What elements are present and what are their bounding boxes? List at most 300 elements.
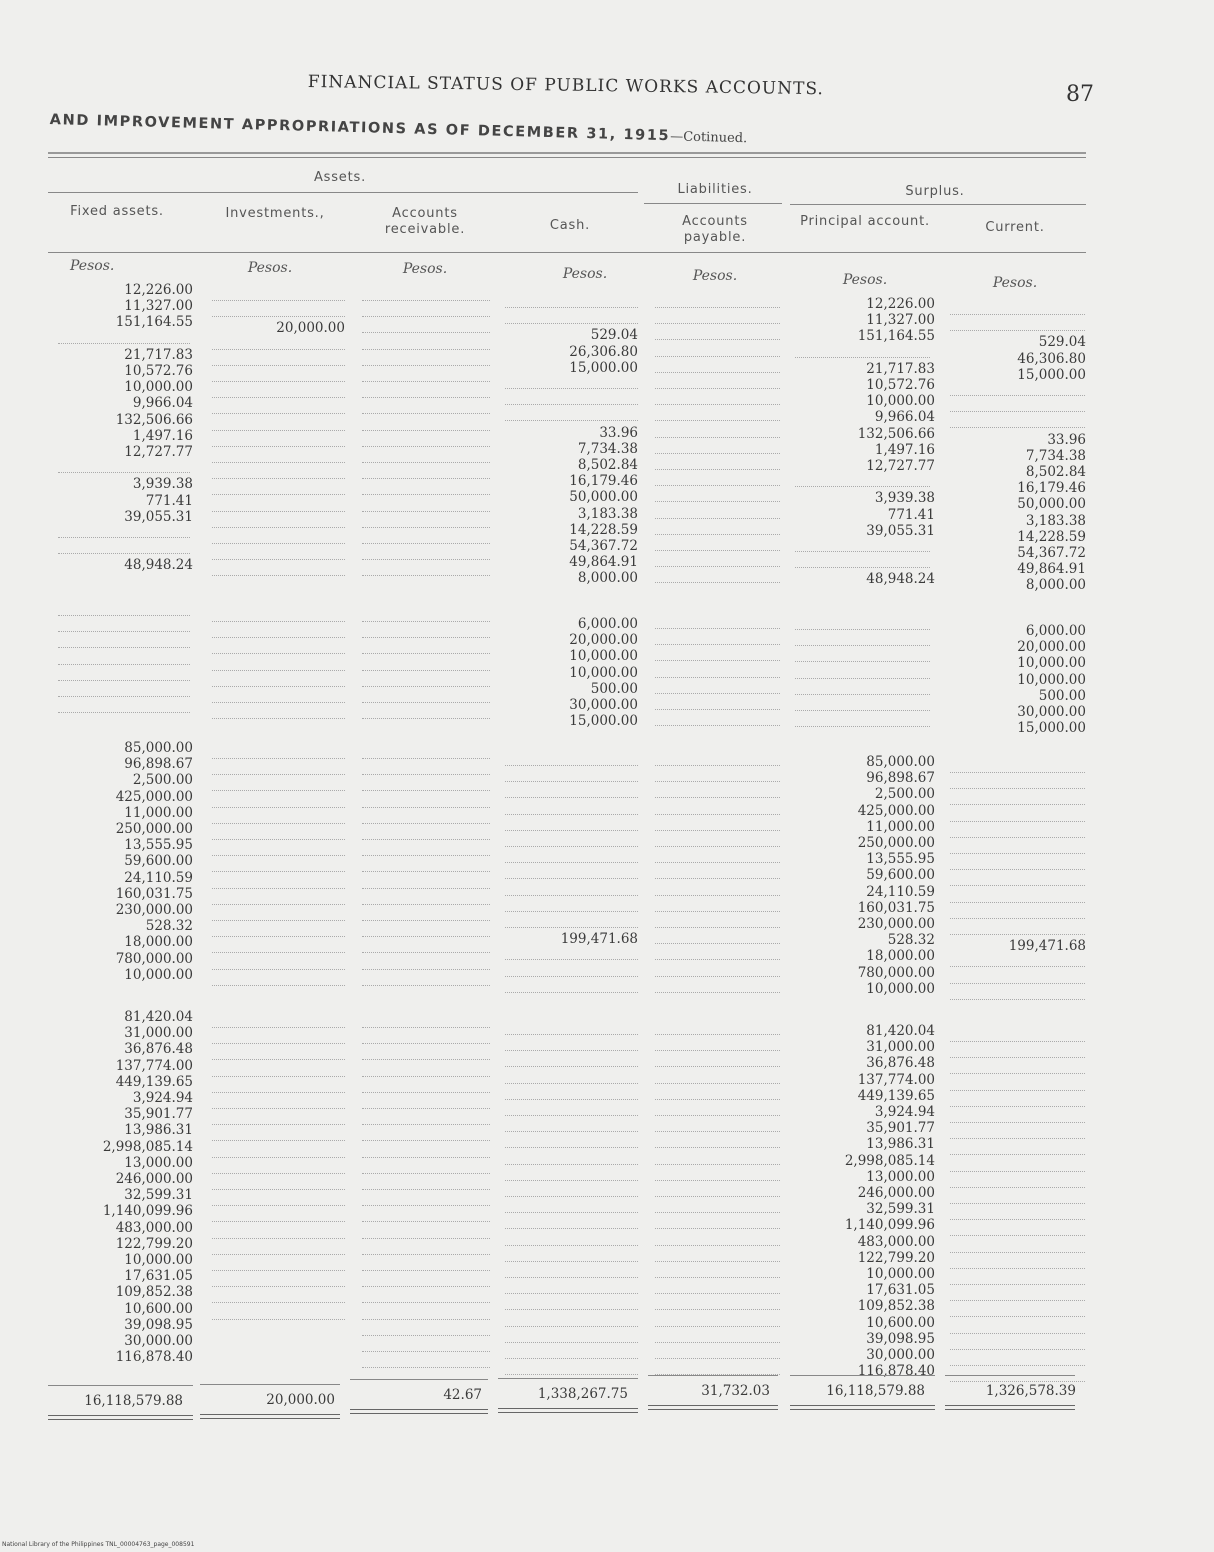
leader-dots: [950, 788, 1085, 789]
leader-dots: [655, 1066, 780, 1067]
leader-dots: [655, 534, 780, 535]
cell-fixed: 137,774.00: [115, 1057, 193, 1074]
cell-current: 46,306.80: [1017, 350, 1086, 367]
leader-dots: [655, 1147, 780, 1148]
leader-dots: [505, 388, 638, 389]
cell-current: 10,000.00: [1017, 671, 1086, 688]
total-double-rule: [350, 1409, 488, 1414]
leader-dots: [362, 397, 490, 398]
leader-dots: [505, 1066, 638, 1067]
cell-current: 500.00: [1038, 687, 1086, 704]
cell-principal: 18,000.00: [866, 948, 935, 965]
leader-dots: [362, 855, 490, 856]
leader-dots: [655, 1326, 780, 1327]
cell-principal: 3,939.38: [874, 490, 935, 507]
cell-fixed: 1,140,099.96: [102, 1203, 193, 1220]
cell-principal: 30,000.00: [866, 1347, 935, 1363]
top-rule-2: [48, 157, 1086, 158]
leader-dots: [362, 774, 490, 775]
leader-dots: [505, 1309, 638, 1310]
total-double-rule: [498, 1408, 638, 1413]
cell-cash: 50,000.00: [569, 489, 638, 506]
leader-dots: [950, 804, 1085, 805]
leader-dots: [505, 1261, 638, 1262]
leader-dots: [655, 420, 780, 421]
leader-dots: [362, 1043, 490, 1044]
leader-dots: [362, 920, 490, 921]
leader-dots: [655, 765, 780, 766]
group-header-liabilities: Liabilities.: [677, 182, 753, 197]
leader-dots: [655, 550, 780, 551]
cell-principal: 425,000.00: [857, 802, 935, 819]
cell-fixed: 39,055.31: [124, 508, 193, 525]
leader-dots: [362, 969, 490, 970]
cell-current: 8,000.00: [1025, 577, 1086, 594]
cell-cash: 3,183.38: [577, 505, 638, 522]
cell-cash: 8,502.84: [577, 457, 638, 473]
page-number: 87: [1066, 82, 1094, 107]
leader-dots: [505, 830, 638, 831]
unit-label-cash: Pesos.: [562, 266, 608, 282]
cell-fixed: 36,876.48: [124, 1041, 193, 1058]
cell-principal: 31,000.00: [866, 1039, 935, 1056]
leader-dots: [362, 1302, 490, 1303]
total-top-rule: [498, 1378, 638, 1379]
cell-fixed: 116,878.40: [115, 1349, 193, 1366]
unit-label-payable: Pesos.: [692, 268, 738, 284]
cell-current: 15,000.00: [1017, 720, 1086, 737]
leader-dots: [655, 1212, 780, 1213]
leader-dots: [505, 765, 638, 766]
leader-dots: [212, 985, 345, 986]
cell-principal: 35,901.77: [866, 1120, 935, 1137]
leader-dots: [58, 647, 190, 648]
leader-dots: [655, 1099, 780, 1100]
cell-fixed: 18,000.00: [124, 934, 193, 951]
leader-dots: [505, 1147, 638, 1148]
cell-cash: 20,000.00: [569, 632, 638, 649]
leader-dots: [212, 904, 345, 905]
cell-cash: 15,000.00: [569, 713, 638, 730]
leader-dots: [362, 871, 490, 872]
total-payable: 31,732.03: [701, 1383, 770, 1399]
leader-dots: [950, 314, 1085, 315]
leader-dots: [950, 918, 1085, 919]
leader-dots: [655, 339, 780, 340]
column-header-fixed: Fixed assets.: [70, 204, 164, 219]
cell-principal: 13,555.95: [866, 851, 935, 868]
cell-fixed: 10,000.00: [124, 379, 193, 396]
leader-dots: [212, 969, 345, 970]
leader-dots: [505, 1115, 638, 1116]
leader-dots: [505, 781, 638, 782]
leader-dots: [212, 1076, 345, 1077]
page-title: FINANCIAL STATUS OF PUBLIC WORKS ACCOUNTS.: [307, 72, 824, 100]
cell-current: 49,864.91: [1017, 561, 1086, 578]
leader-dots: [362, 527, 490, 528]
cell-principal: 12,727.77: [866, 458, 935, 474]
leader-dots: [362, 1221, 490, 1222]
leader-dots: [362, 365, 490, 366]
leader-dots: [655, 1196, 780, 1197]
leader-dots: [505, 1245, 638, 1246]
leader-dots: [362, 790, 490, 791]
leader-dots: [362, 621, 490, 622]
leader-dots: [655, 1261, 780, 1262]
leader-dots: [505, 1164, 638, 1165]
leader-dots: [950, 330, 1085, 331]
leader-dots: [655, 1358, 780, 1359]
leader-dots: [505, 992, 638, 993]
cell-principal: 11,000.00: [866, 818, 935, 835]
leader-dots: [362, 316, 490, 317]
leader-dots: [655, 1050, 780, 1051]
cell-cash: 15,000.00: [569, 359, 638, 376]
leader-dots: [362, 1367, 490, 1368]
leader-dots: [212, 670, 345, 671]
cell-cash: 529.04: [590, 327, 638, 344]
leader-dots: [655, 1228, 780, 1229]
cell-current: 10,000.00: [1017, 655, 1086, 672]
leader-dots: [795, 694, 930, 695]
leader-dots: [362, 1205, 490, 1206]
leader-dots: [212, 871, 345, 872]
cell-fixed: 250,000.00: [115, 821, 193, 837]
leader-dots: [212, 839, 345, 840]
leader-dots: [505, 797, 638, 798]
leader-dots: [655, 323, 780, 324]
leader-dots: [505, 846, 638, 847]
column-header-receivable: Accounts receivable.: [384, 206, 466, 237]
cell-fixed: 21,717.83: [124, 346, 193, 363]
leader-dots: [655, 453, 780, 454]
leader-dots: [212, 1124, 345, 1125]
cell-fixed: 11,327.00: [124, 298, 193, 315]
leader-dots: [950, 1057, 1085, 1058]
leader-dots: [655, 1034, 780, 1035]
total-top-rule: [648, 1375, 778, 1376]
cell-cash: 8,000.00: [577, 570, 638, 587]
leader-dots: [212, 807, 345, 808]
leader-dots: [362, 807, 490, 808]
leader-dots: [212, 1189, 345, 1190]
cell-principal: 132,506.66: [857, 425, 935, 442]
leader-dots: [655, 307, 780, 308]
total-double-rule: [48, 1415, 193, 1420]
cell-current: 8,502.84: [1025, 464, 1086, 480]
leader-dots: [212, 1157, 345, 1158]
leader-dots: [950, 1333, 1085, 1334]
leader-dots: [950, 395, 1085, 396]
total-top-rule: [350, 1379, 488, 1380]
leader-dots: [950, 885, 1085, 886]
leader-dots: [505, 307, 638, 308]
leader-dots: [505, 895, 638, 896]
leader-dots: [795, 567, 930, 568]
cell-principal: 109,852.38: [857, 1298, 935, 1315]
leader-dots: [362, 349, 490, 350]
leader-dots: [212, 637, 345, 638]
cell-principal: 24,110.59: [866, 883, 935, 900]
leader-dots: [655, 1245, 780, 1246]
group-header-assets: Assets.: [313, 170, 367, 185]
leader-dots: [212, 543, 345, 544]
unit-label-principal: Pesos.: [842, 272, 888, 288]
leader-dots: [950, 1154, 1085, 1155]
table-subtitle: [50, 112, 748, 146]
cell-fixed: 230,000.00: [115, 902, 193, 918]
cell-fixed: 35,901.77: [124, 1106, 193, 1123]
leader-dots: [362, 332, 490, 333]
cell-principal: 81,420.04: [866, 1023, 935, 1039]
cell-fixed: 122,799.20: [115, 1235, 193, 1252]
leader-dots: [212, 1027, 345, 1028]
cell-fixed: 31,000.00: [124, 1025, 193, 1042]
cell-principal: 160,031.75: [857, 899, 935, 916]
leader-dots: [212, 621, 345, 622]
cell-principal: 59,600.00: [866, 867, 935, 884]
leader-dots: [58, 472, 190, 473]
leader-dots: [655, 372, 780, 373]
leader-dots: [655, 830, 780, 831]
leader-dots: [212, 1108, 345, 1109]
leader-dots: [655, 469, 780, 470]
cell-current: 529.04: [1038, 334, 1086, 351]
cell-fixed: 10,572.76: [124, 363, 193, 379]
leader-dots: [655, 628, 780, 629]
cell-fixed: 425,000.00: [115, 788, 193, 805]
leader-dots: [950, 427, 1085, 428]
leader-dots: [655, 1164, 780, 1165]
leader-dots: [950, 999, 1085, 1000]
leader-dots: [362, 1140, 490, 1141]
total-current: 1,326,578.39: [985, 1383, 1076, 1399]
leader-dots: [505, 420, 638, 421]
leader-dots: [362, 494, 490, 495]
leader-dots: [505, 404, 638, 405]
leader-dots: [362, 653, 490, 654]
cell-principal: 151,164.55: [857, 328, 935, 345]
leader-dots: [655, 862, 780, 863]
leader-dots: [655, 943, 780, 944]
cell-principal: 250,000.00: [857, 835, 935, 851]
cell-principal: 10,600.00: [866, 1314, 935, 1331]
leader-dots: [212, 1092, 345, 1093]
column-header-cash: Cash.: [549, 218, 591, 233]
leader-dots: [655, 677, 780, 678]
leader-dots: [950, 1219, 1085, 1220]
cell-principal: 230,000.00: [857, 916, 935, 932]
cell-current: 30,000.00: [1017, 704, 1086, 720]
cell-fixed: 96,898.67: [124, 756, 193, 773]
leader-dots: [950, 1187, 1085, 1188]
leader-dots: [950, 1203, 1085, 1204]
cell-fixed: 13,555.95: [124, 837, 193, 854]
leader-dots: [362, 430, 490, 431]
leader-dots: [212, 446, 345, 447]
leader-dots: [950, 1073, 1085, 1074]
leader-dots: [950, 869, 1085, 870]
cell-fixed: 780,000.00: [115, 950, 193, 967]
cell-fixed: 10,000.00: [124, 1252, 193, 1268]
leader-dots: [655, 388, 780, 389]
leader-dots: [655, 1180, 780, 1181]
leader-dots: [950, 1252, 1085, 1253]
cell-fixed: 39,098.95: [124, 1316, 193, 1333]
leader-dots: [655, 709, 780, 710]
unit-label-investments: Pesos.: [247, 260, 293, 276]
leader-dots: [655, 501, 780, 502]
column-header-investments: Investments.,: [225, 206, 325, 221]
cell-fixed: 13,986.31: [124, 1122, 193, 1139]
leader-dots: [58, 553, 190, 554]
leader-dots: [362, 670, 490, 671]
total-receivable: 42.67: [443, 1387, 482, 1403]
cell-fixed: 109,852.38: [115, 1284, 193, 1301]
cell-fixed: 30,000.00: [124, 1333, 193, 1349]
cell-current: 15,000.00: [1017, 366, 1086, 383]
leader-dots: [212, 462, 345, 463]
leader-dots: [795, 645, 930, 646]
leader-dots: [212, 1254, 345, 1255]
cell-fixed: 160,031.75: [115, 885, 193, 902]
leader-dots: [212, 718, 345, 719]
cell-principal: 9,966.04: [874, 409, 935, 426]
leader-dots: [655, 781, 780, 782]
footer-credit: National Library of the Philippines TNL_00004763_page_008591: [2, 1541, 195, 1548]
column-header-principal: Principal account.: [800, 214, 930, 229]
leader-dots: [655, 1083, 780, 1084]
leader-dots: [212, 559, 345, 560]
cell-cash: 10,000.00: [569, 648, 638, 665]
leader-dots: [795, 710, 930, 711]
leader-dots: [655, 846, 780, 847]
leader-dots: [505, 1196, 638, 1197]
cell-cash: 14,228.59: [569, 521, 638, 538]
leader-dots: [362, 637, 490, 638]
leader-dots: [505, 911, 638, 912]
cell-principal: 2,500.00: [874, 786, 935, 803]
leader-dots: [212, 575, 345, 576]
cell-principal: 48,948.24: [866, 571, 935, 588]
leader-dots: [212, 430, 345, 431]
leader-dots: [212, 1238, 345, 1239]
leader-dots: [505, 814, 638, 815]
leader-dots: [58, 712, 190, 713]
cell-fixed: 12,727.77: [124, 444, 193, 460]
leader-dots: [795, 357, 930, 358]
leader-dots: [362, 936, 490, 937]
cell-fixed: 3,939.38: [132, 476, 193, 493]
leader-dots: [505, 1180, 638, 1181]
leader-dots: [950, 1284, 1085, 1285]
total-double-rule: [200, 1414, 340, 1419]
leader-dots: [362, 888, 490, 889]
leader-dots: [212, 1221, 345, 1222]
cell-principal: 11,327.00: [866, 312, 935, 329]
leader-dots: [362, 1286, 490, 1287]
total-top-rule: [790, 1375, 935, 1376]
leader-dots: [362, 718, 490, 719]
leader-dots: [212, 478, 345, 479]
leader-dots: [212, 511, 345, 512]
cell-principal: 483,000.00: [857, 1233, 935, 1250]
leader-dots: [362, 1254, 490, 1255]
leader-dots: [505, 323, 638, 324]
leader-dots: [212, 494, 345, 495]
cell-fixed: 151,164.55: [115, 314, 193, 331]
subtitle-text: AND IMPROVEMENT APPROPRIATIONS AS OF DECEMBER 31, 1915: [49, 112, 671, 145]
unit-label-receivable: Pesos.: [402, 261, 448, 277]
leader-dots: [795, 678, 930, 679]
cell-principal: 449,139.65: [857, 1087, 935, 1104]
leader-dots: [950, 934, 1085, 935]
leader-dots: [212, 1270, 345, 1271]
cell-cash: 199,471.68: [560, 931, 638, 948]
leader-dots: [212, 1043, 345, 1044]
leader-dots: [505, 1228, 638, 1229]
leader-dots: [362, 758, 490, 759]
cell-current: 54,367.72: [1017, 545, 1086, 561]
leader-dots: [212, 686, 345, 687]
leader-dots: [212, 936, 345, 937]
cell-fixed: 2,998,085.14: [102, 1138, 193, 1155]
leader-dots: [212, 653, 345, 654]
leader-dots: [655, 927, 780, 928]
leader-dots: [950, 983, 1085, 984]
leader-dots: [950, 772, 1085, 773]
total-double-rule: [945, 1405, 1075, 1410]
leader-dots: [505, 1358, 638, 1359]
leader-dots: [655, 582, 780, 583]
cell-principal: 13,986.31: [866, 1136, 935, 1153]
leader-dots: [950, 902, 1085, 903]
cell-fixed: 48,948.24: [124, 557, 193, 574]
subtitle-continued: —Cotinued.: [669, 129, 748, 147]
cell-fixed: 449,139.65: [115, 1073, 193, 1090]
leader-dots: [362, 1351, 490, 1352]
leader-dots: [362, 1157, 490, 1158]
leader-dots: [212, 349, 345, 350]
leader-dots: [950, 837, 1085, 838]
cell-principal: 96,898.67: [866, 770, 935, 787]
total-top-rule: [48, 1385, 193, 1386]
cell-cash: 6,000.00: [577, 616, 638, 632]
leader-dots: [212, 1319, 345, 1320]
leader-dots: [655, 693, 780, 694]
leader-dots: [795, 661, 930, 662]
cell-current: 50,000.00: [1017, 496, 1086, 513]
leader-dots: [58, 631, 190, 632]
cell-fixed: 11,000.00: [124, 804, 193, 821]
cell-principal: 17,631.05: [866, 1282, 935, 1299]
leader-dots: [505, 1083, 638, 1084]
leader-dots: [58, 343, 190, 344]
cell-fixed: 9,966.04: [132, 395, 193, 412]
leader-dots: [950, 1090, 1085, 1091]
leader-dots: [212, 790, 345, 791]
leader-dots: [950, 853, 1085, 854]
leader-dots: [655, 518, 780, 519]
total-principal: 16,118,579.88: [826, 1383, 925, 1399]
leader-dots: [950, 1171, 1085, 1172]
cell-fixed: 85,000.00: [124, 740, 193, 756]
leader-dots: [505, 1277, 638, 1278]
cell-principal: 122,799.20: [857, 1249, 935, 1266]
leader-dots: [655, 356, 780, 357]
leader-dots: [362, 1319, 490, 1320]
leader-dots: [655, 1342, 780, 1343]
